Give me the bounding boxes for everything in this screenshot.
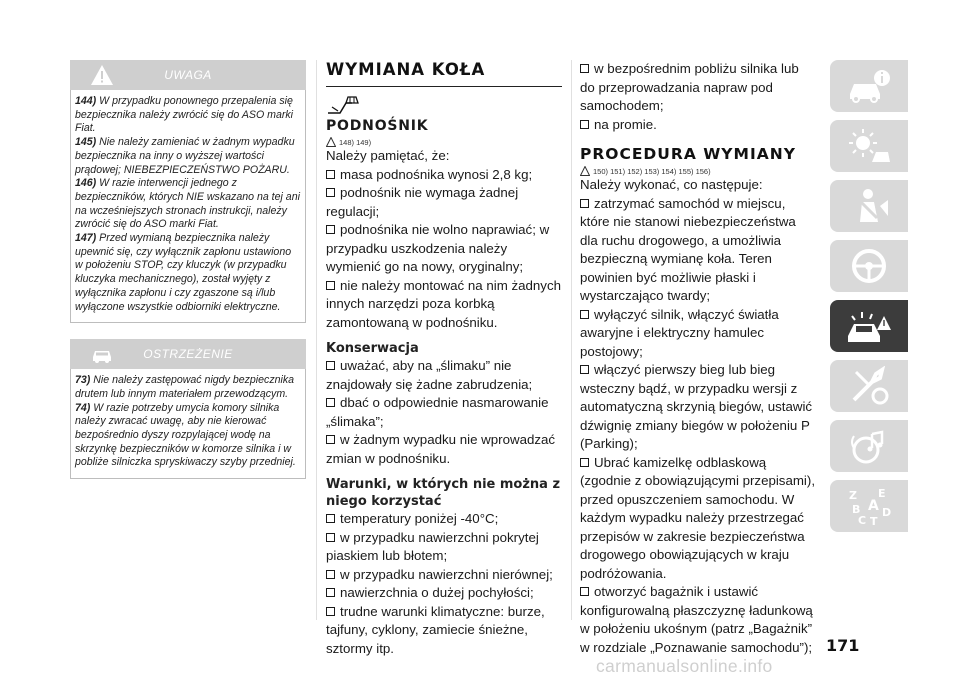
bullet-item xyxy=(326,431,562,468)
warning-box-uwaga xyxy=(70,60,306,323)
index-letters-icon xyxy=(846,486,892,526)
checkbox-bullet-icon xyxy=(580,199,589,208)
warning-box-header xyxy=(70,60,306,90)
tab-safety[interactable] xyxy=(830,180,908,232)
conditions-heading: Warunki, w których nie można z niego korzystać xyxy=(326,477,561,509)
bullet-item xyxy=(326,566,562,585)
checkbox-bullet-icon xyxy=(326,435,335,444)
warning-box-ostrzezenie xyxy=(70,339,306,479)
tab-emergency[interactable] xyxy=(830,300,908,352)
warning-triangle-icon xyxy=(580,166,590,176)
multimedia-icon xyxy=(846,426,892,466)
warning-item xyxy=(75,177,301,232)
emergency-car-icon xyxy=(846,306,892,346)
checkbox-bullet-icon xyxy=(580,587,589,596)
warning-item xyxy=(75,232,301,314)
refs-text: 148) 149) xyxy=(339,137,372,147)
warning-item-text: W przypadku ponownego przepalenia się bezpiecznika należy zwrócić się do ASO marki Fiat. xyxy=(75,95,294,135)
warning-item-number: 74) xyxy=(75,401,91,414)
bullet-item xyxy=(326,603,562,659)
warning-item xyxy=(75,136,301,177)
warning-box-header xyxy=(70,339,306,369)
warning-item-number: 146) xyxy=(75,177,97,190)
index-letter: A xyxy=(868,498,879,514)
checkbox-bullet-icon xyxy=(326,361,335,370)
checkbox-bullet-icon xyxy=(326,533,335,542)
conditions-list xyxy=(326,510,562,658)
checkbox-bullet-icon xyxy=(326,588,335,597)
bullet-text: nie należy montować na nim żadnych innych narzędzi poza korbką zamontowaną w podnośniku. xyxy=(326,277,561,330)
main-column xyxy=(326,60,562,658)
bullet-text: włączyć pierwszy bieg lub bieg wsteczny bądź, w przypadku wersji z automatyczną skrzynią biegów, ustawić dźwignię zmiany biegów w położeniu P (Parking); xyxy=(580,362,813,451)
index-letter: E xyxy=(878,487,886,500)
reference-numbers xyxy=(580,166,816,176)
checkbox-bullet-icon xyxy=(326,514,335,523)
tab-maintenance[interactable] xyxy=(830,360,908,412)
checkbox-bullet-icon xyxy=(326,170,335,179)
conservation-list xyxy=(326,357,562,468)
tab-multimedia[interactable] xyxy=(830,420,908,472)
bullet-item xyxy=(580,454,816,584)
checkbox-bullet-icon xyxy=(580,120,589,129)
bullet-text: temperatury poniżej -40°C; xyxy=(340,511,499,526)
index-letter: C xyxy=(858,514,867,526)
steps-list xyxy=(580,195,816,658)
section-title: WYMIANA KOŁA xyxy=(326,60,486,79)
warning-box-title: UWAGA xyxy=(164,68,212,82)
checkbox-bullet-icon xyxy=(326,398,335,407)
tab-car-info[interactable] xyxy=(830,60,908,112)
chapter-tabs xyxy=(830,60,910,540)
warning-triangle-icon xyxy=(90,64,114,86)
checkbox-bullet-icon xyxy=(580,365,589,374)
warning-item-text: W razie interwencji jednego z bezpieczników, których NIE wskazano na tej ani na wcześniejszych stronach instrukcji, należy zwrócić się do ASO marki Fiat. xyxy=(75,177,300,231)
bullet-item xyxy=(580,306,816,362)
bullet-item xyxy=(580,583,816,657)
car-info-icon xyxy=(846,66,892,106)
bullet-text: uważać, aby na „ślimaku” nie znajdowały się żadne zabrudzenia; xyxy=(326,358,533,392)
bullet-text: w bezpośrednim pobliżu silnika lub do przeprowadzania napraw pod samochodem; xyxy=(580,61,799,113)
tab-driving[interactable] xyxy=(830,240,908,292)
refs-text: 150) 151) 152) 153) 154) 155) 156) xyxy=(593,166,711,176)
warning-item-number: 145) xyxy=(75,136,97,149)
bullet-text: masa podnośnika wynosi 2,8 kg; xyxy=(340,166,533,182)
warning-item xyxy=(75,374,301,401)
steering-wheel-icon xyxy=(846,246,892,286)
tab-dashboard[interactable] xyxy=(830,120,908,172)
procedure-intro: Należy wykonać, co następuje: xyxy=(580,177,763,192)
warning-item-text: W razie potrzeby umycia komory silnika należy zwracać uwagę, aby nie kierować bezpośrednio dyszy rozpylającej wodę na skrzynkę bezpieczników w komorze silnika i w pobliże silniczka spryskiwaczy szyby przedniej. xyxy=(75,401,296,469)
bullet-text: w przypadku nawierzchni pokrytej piaskiem lub błotem; xyxy=(326,529,539,563)
bullet-item xyxy=(326,510,562,529)
bullet-item xyxy=(326,277,562,333)
checkbox-bullet-icon xyxy=(580,310,589,319)
bullet-item xyxy=(326,584,562,603)
warning-item-number: 144) xyxy=(75,95,97,107)
bullet-text: zatrzymać samochód w miejscu, które nie stanowi niebezpieczeństwa dla ruchu drogowego, a umożliwia bezpieczną wymianę koła. Teren powinien być możliwie płaski i wystarczająco twardy; xyxy=(580,195,796,303)
index-letter: Z xyxy=(849,489,857,502)
warnings-column xyxy=(70,60,306,479)
checkbox-bullet-icon xyxy=(326,570,335,579)
bullet-item xyxy=(326,184,562,221)
warning-item-number: 73) xyxy=(75,374,91,387)
index-letter: D xyxy=(882,506,892,519)
bullet-text: na promie. xyxy=(594,116,657,132)
checkbox-bullet-icon xyxy=(326,281,335,290)
conservation-heading: Konserwacja xyxy=(326,341,419,356)
bullet-text: podnośnika nie wolno naprawiać; w przypadku uszkodzenia należy wymienić go na nowy, oryginalny; xyxy=(326,222,550,274)
title-rule xyxy=(326,86,562,87)
continued-list xyxy=(580,60,816,134)
warning-item-text: Przed wymianą bezpiecznika należy upewnić się, czy wyłącznik zapłonu ustawiono w położeniu STOP, czy kluczyk (w przypadku kluczyka mechanicznego), został wyjęty z wyłącznika zapłonu i czy zgaszone są i/lub wyłączone wszystkie odbiorniki elektryczne. xyxy=(75,232,292,313)
jack-list xyxy=(326,166,562,333)
intro-text: Należy pamiętać, że: xyxy=(326,148,450,163)
bullet-item xyxy=(580,361,816,454)
car-care-icon xyxy=(90,343,114,365)
warning-item xyxy=(75,402,301,471)
page-number: 171 xyxy=(826,636,860,655)
checkbox-bullet-icon xyxy=(326,188,335,197)
bullet-text: nawierzchnia o dużej pochyłości; xyxy=(340,585,534,600)
warning-box-body xyxy=(70,369,306,479)
subsection-title: PODNOŚNIK xyxy=(326,118,429,134)
warning-item-text: Nie należy zamieniać w żadnym wypadku bezpiecznika na inny o wyższej wartości prądowej; NIEBEZPIECZEŃSTWO POŻARU. xyxy=(75,136,295,176)
bullet-text: Ubrać kamizelkę odblaskową (zgodnie z obowiązującymi przepisami), przed opuszczeniem samochodu. W każdym wypadku należy przestrzegać przepisów w zakresie bezpieczeństwa drogowego obowiązujących w kraju podróżowania. xyxy=(580,454,816,581)
bullet-text: wyłączyć silnik, włączyć światła awaryjne i elektryczny hamulec postojowy; xyxy=(580,306,779,359)
procedure-title: PROCEDURA WYMIANY xyxy=(580,145,796,163)
column-divider xyxy=(316,60,317,620)
warning-box-body xyxy=(70,90,306,323)
maintenance-tools-icon xyxy=(846,366,892,406)
checkbox-bullet-icon xyxy=(580,458,589,467)
bullet-item xyxy=(326,529,562,566)
bullet-item xyxy=(326,166,562,185)
index-letter: T xyxy=(870,515,878,526)
checkbox-bullet-icon xyxy=(326,225,335,234)
procedure-column xyxy=(580,60,816,657)
column-divider xyxy=(571,60,572,620)
warning-item-number: 147) xyxy=(75,232,97,245)
seatbelt-safety-icon xyxy=(846,186,892,226)
bullet-item xyxy=(580,116,816,135)
reference-numbers xyxy=(326,137,562,147)
dashboard-lights-icon xyxy=(846,126,892,166)
car-jack-icon xyxy=(326,93,360,115)
index-letter: B xyxy=(852,503,861,516)
procedure-body xyxy=(580,176,816,657)
bullet-item xyxy=(326,221,562,277)
warning-item xyxy=(75,95,301,136)
warning-box-title: OSTRZEŻENIE xyxy=(143,347,233,362)
checkbox-bullet-icon xyxy=(326,607,335,616)
bullet-text: dbać o odpowiednie nasmarowanie „ślimaka”; xyxy=(326,395,549,429)
tab-index[interactable] xyxy=(830,480,908,532)
main-body xyxy=(326,147,562,658)
bullet-text: podnośnik nie wymaga żadnej regulacji; xyxy=(326,185,519,219)
warning-item-text: Nie należy zastępować nigdy bezpiecznika drutem lub innym materiałem przewodzącym. xyxy=(75,374,295,400)
bullet-text: trudne warunki klimatyczne: burze, tajfuny, cyklony, zamiecie śnieżne, sztormy itp. xyxy=(326,603,545,656)
bullet-item xyxy=(326,357,562,394)
watermark: carmanualsonline.info xyxy=(596,656,773,676)
warning-triangle-icon xyxy=(326,137,336,147)
bullet-text: w żadnym wypadku nie wprowadzać zmian w podnośniku. xyxy=(326,432,556,466)
checkbox-bullet-icon xyxy=(580,64,589,73)
bullet-item xyxy=(580,195,816,306)
bullet-item xyxy=(580,60,816,116)
bullet-text: otworzyć bagażnik i ustawić konfigurowalną płaszczyznę ładunkową w położeniu ukośnym (patrz „Bagażnik” w rozdziale „Poznawanie samochodu”); xyxy=(580,584,813,655)
bullet-text: w przypadku nawierzchni nierównej; xyxy=(340,566,553,582)
bullet-item xyxy=(326,394,562,431)
